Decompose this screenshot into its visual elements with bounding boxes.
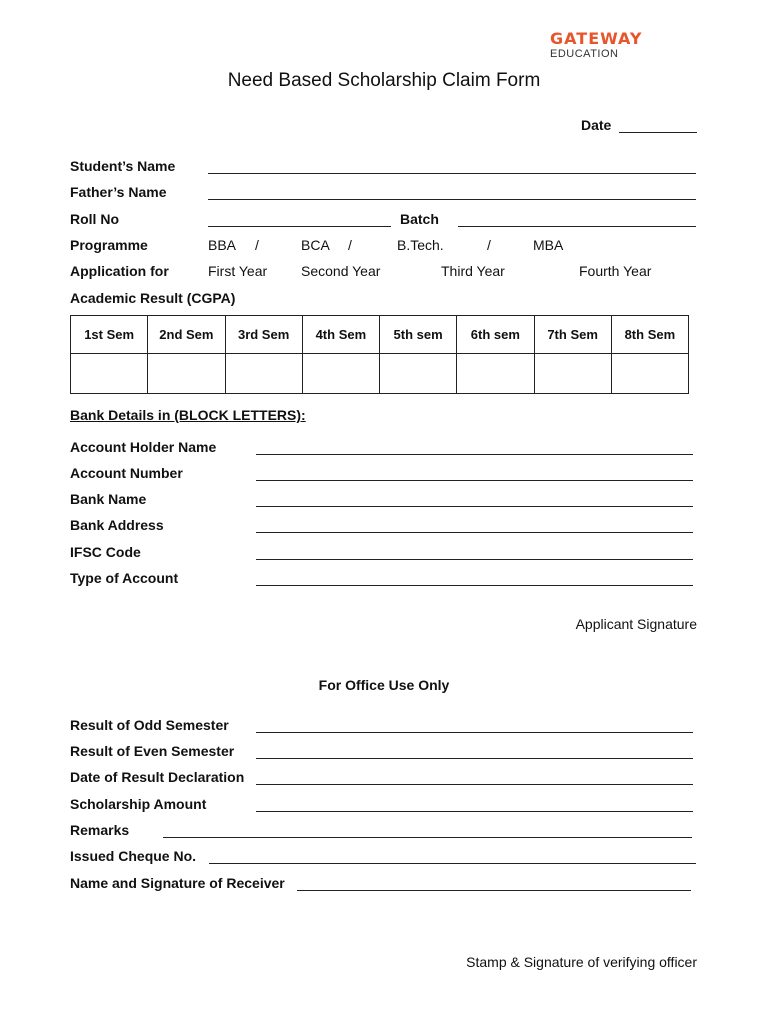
account-type-field[interactable] <box>256 585 693 586</box>
sem-3-cgpa-cell[interactable] <box>225 354 302 394</box>
father-name-label: Father’s Name <box>70 184 167 200</box>
sem-header-6: 6th sem <box>457 316 534 354</box>
form-title: Need Based Scholarship Claim Form <box>227 70 541 91</box>
even-semester-result-label: Result of Even Semester <box>70 743 235 759</box>
account-number-field[interactable] <box>256 480 693 481</box>
odd-semester-result-field[interactable] <box>256 732 693 733</box>
cheque-number-field[interactable] <box>209 863 696 864</box>
programme-separator: / <box>255 237 259 253</box>
sem-header-1: 1st Sem <box>71 316 148 354</box>
programme-option-mba[interactable]: MBA <box>533 237 564 253</box>
roll-no-label: Roll No <box>70 211 119 227</box>
logo-sub-text: EDUCATION <box>550 48 619 60</box>
bank-address-label: Bank Address <box>70 517 164 533</box>
year-option-third[interactable]: Third Year <box>441 263 505 279</box>
sem-1-cgpa-cell[interactable] <box>71 354 148 394</box>
batch-field[interactable] <box>458 226 696 227</box>
father-name-field[interactable] <box>208 199 696 200</box>
office-use-heading: For Office Use Only <box>318 677 450 693</box>
receiver-signature-label: Name and Signature of Receiver <box>70 875 285 891</box>
account-holder-name-field[interactable] <box>256 454 693 455</box>
programme-option-bba[interactable]: BBA <box>208 237 237 253</box>
logo-main-text: GATEWAY <box>550 29 643 48</box>
date-field[interactable] <box>619 132 697 133</box>
receiver-signature-field[interactable] <box>297 890 691 891</box>
bank-name-label: Bank Name <box>70 491 147 507</box>
sem-8-cgpa-cell[interactable] <box>611 354 688 394</box>
odd-semester-result-label: Result of Odd Semester <box>70 717 229 733</box>
sem-header-8: 8th Sem <box>611 316 688 354</box>
result-declaration-date-label: Date of Result Declaration <box>70 769 245 785</box>
programme-option-btech[interactable]: B.Tech. <box>397 237 444 253</box>
programme-separator: / <box>487 237 491 253</box>
remarks-field[interactable] <box>163 837 692 838</box>
year-option-first[interactable]: First Year <box>208 263 268 279</box>
batch-label: Batch <box>400 211 439 227</box>
sem-7-cgpa-cell[interactable] <box>534 354 611 394</box>
result-declaration-date-field[interactable] <box>256 784 693 785</box>
sem-header-4: 4th Sem <box>302 316 379 354</box>
cgpa-value-row <box>71 354 689 394</box>
bank-name-field[interactable] <box>256 506 693 507</box>
sem-5-cgpa-cell[interactable] <box>380 354 457 394</box>
cheque-number-label: Issued Cheque No. <box>70 848 197 864</box>
sem-header-7: 7th Sem <box>534 316 611 354</box>
bank-address-field[interactable] <box>256 532 693 533</box>
application-for-label: Application for <box>70 263 169 279</box>
applicant-signature-label: Applicant Signature <box>575 616 697 632</box>
cgpa-table <box>70 315 689 394</box>
roll-no-field[interactable] <box>208 226 391 227</box>
student-name-label: Student’s Name <box>70 158 176 174</box>
account-number-label: Account Number <box>70 465 183 481</box>
ifsc-code-field[interactable] <box>256 559 693 560</box>
even-semester-result-field[interactable] <box>256 758 693 759</box>
programme-separator: / <box>348 237 352 253</box>
ifsc-code-label: IFSC Code <box>70 544 141 560</box>
scholarship-amount-field[interactable] <box>256 811 693 812</box>
sem-6-cgpa-cell[interactable] <box>457 354 534 394</box>
date-label: Date <box>581 117 612 133</box>
account-holder-name-label: Account Holder Name <box>70 439 217 455</box>
sem-2-cgpa-cell[interactable] <box>148 354 225 394</box>
sem-header-3: 3rd Sem <box>225 316 302 354</box>
account-type-label: Type of Account <box>70 570 179 586</box>
sem-header-5: 5th sem <box>380 316 457 354</box>
programme-label: Programme <box>70 237 148 253</box>
cgpa-header-row <box>71 316 689 354</box>
sem-header-2: 2nd Sem <box>148 316 225 354</box>
scholarship-amount-label: Scholarship Amount <box>70 796 207 812</box>
student-name-field[interactable] <box>208 173 696 174</box>
year-option-second[interactable]: Second Year <box>301 263 381 279</box>
bank-details-heading: Bank Details in (BLOCK LETTERS): <box>70 407 306 423</box>
programme-option-bca[interactable]: BCA <box>301 237 330 253</box>
year-option-fourth[interactable]: Fourth Year <box>579 263 652 279</box>
remarks-label: Remarks <box>70 822 130 838</box>
academic-result-label: Academic Result (CGPA) <box>70 290 236 306</box>
sem-4-cgpa-cell[interactable] <box>302 354 379 394</box>
verifying-officer-stamp-label: Stamp & Signature of verifying officer <box>466 954 697 970</box>
gateway-logo <box>550 30 642 61</box>
